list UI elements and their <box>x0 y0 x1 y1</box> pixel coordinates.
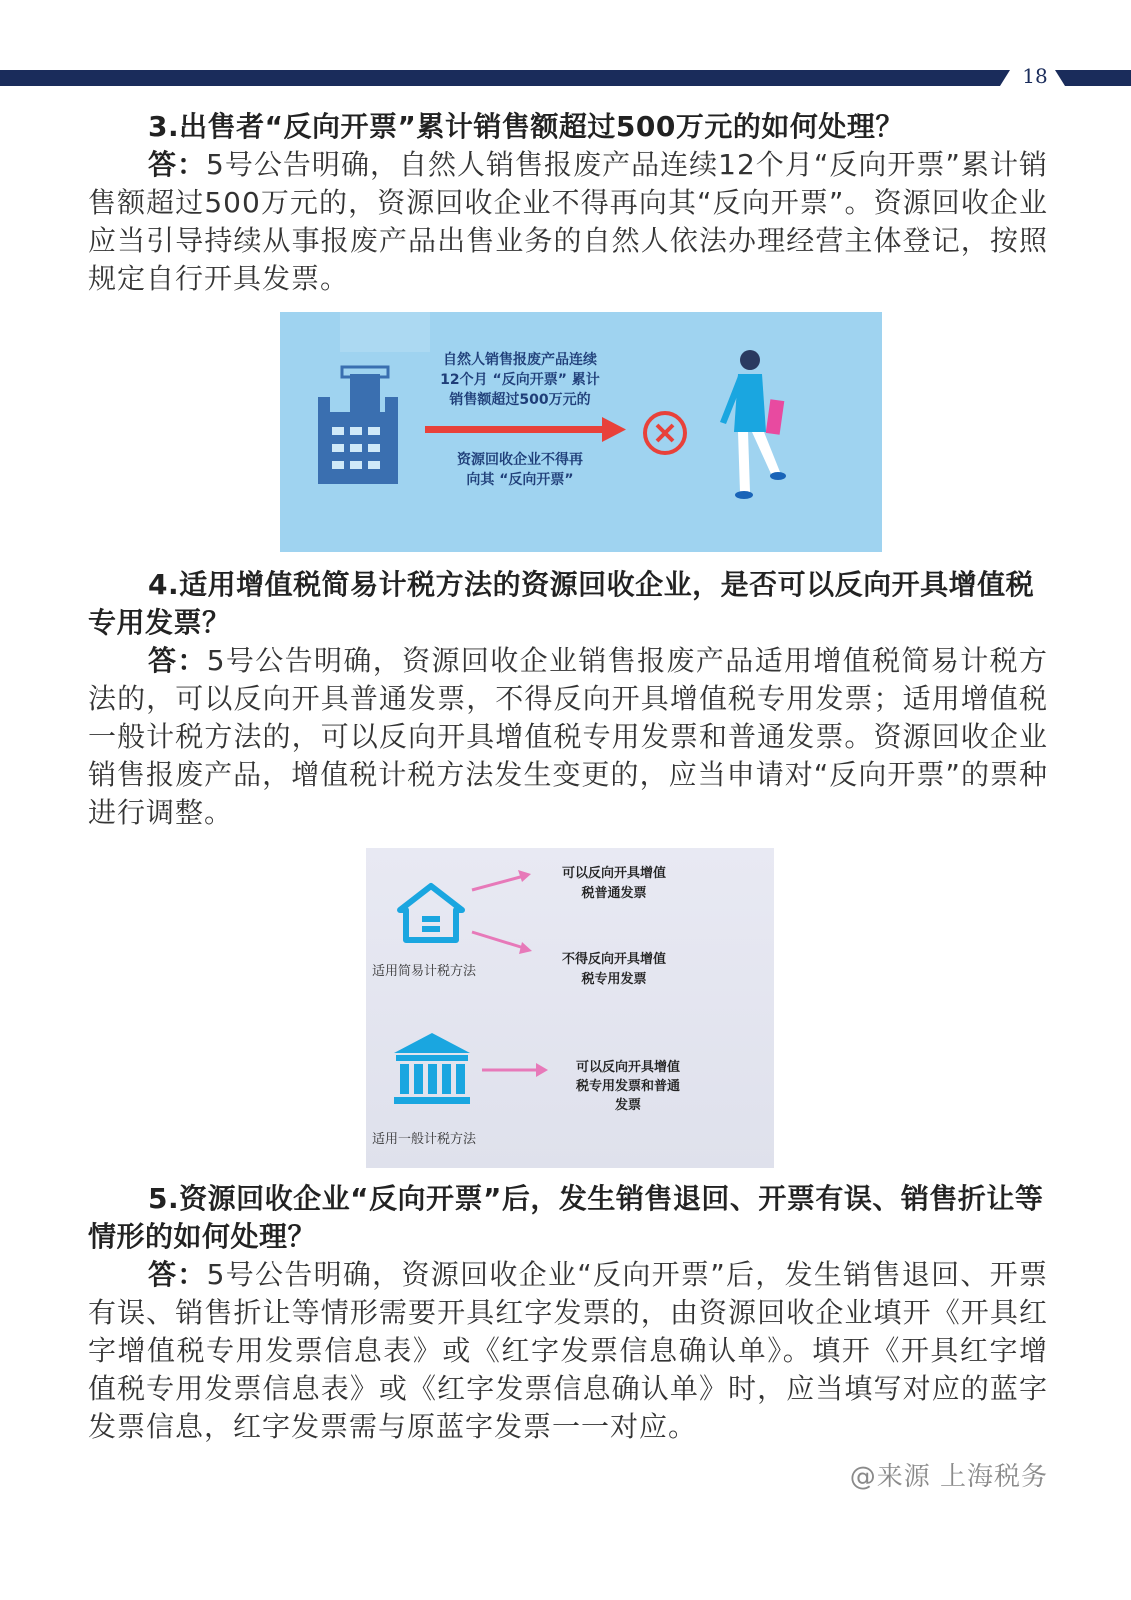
house-icon <box>400 886 462 940</box>
cash-register-icon <box>318 367 398 484</box>
question-3: 3.出售者“反向开票”累计销售额超过500万元的如何处理？ <box>148 110 904 143</box>
figure-reverse-invoice-limit <box>280 312 882 552</box>
figure-2-text-line: 发票 <box>614 1098 641 1113</box>
main-content <box>88 108 1048 1493</box>
answer-3 <box>88 146 1048 298</box>
figure-2-text-line: 税专用发票和普通 <box>575 1079 680 1094</box>
arrow-icons <box>472 870 548 1077</box>
answer-lead: 答： <box>148 644 207 677</box>
header-bar <box>0 70 1131 86</box>
figure-2-text-line: 税专用发票 <box>581 972 647 987</box>
question-5: 5.资源回收企业“反向开票”后，发生销售退回、开票有误、销售折让等情形的如何处理？ <box>88 1182 1044 1253</box>
answer-5-text: 5号公告明确，资源回收企业“反向开票”后，发生销售退回、开票有误、销售折让等情形需要开具红字发票的，由资源回收企业填开《开具红字增值税专用发票信息表》或《红字发票信息确认单》。填开《开具红字增值税专用发票信息表》或《红字发票信息确认单》时，应当填写对应的蓝字发票信息，红字发票需与原蓝字发票一一对应。 <box>88 1258 1048 1443</box>
figure-1-text-line: 向其 “反向开票” <box>466 472 574 488</box>
simple-result-2 <box>544 950 684 990</box>
figure-2-text-line: 可以反向开具增值 <box>561 866 666 881</box>
simple-result-1 <box>544 864 684 904</box>
figure-2-text-line: 可以反向开具增值 <box>575 1060 680 1075</box>
figure-tax-method-comparison <box>366 848 774 1168</box>
prohibited-icon <box>645 413 685 453</box>
general-method-label: 适用一般计税方法 <box>372 1132 477 1147</box>
right-arrow-icon <box>425 417 626 442</box>
figure-1-condition-text <box>420 350 620 410</box>
general-result <box>558 1058 698 1115</box>
figure-1-result-text <box>430 450 610 490</box>
figure-2-text-line: 不得反向开具增值 <box>561 952 666 967</box>
walking-person-icon <box>720 350 786 499</box>
answer-5 <box>88 1256 1048 1446</box>
figure-2-text-line: 税普通发票 <box>581 886 647 901</box>
page-number: 18 <box>1022 64 1048 88</box>
figure-1-text-line: 资源回收企业不得再 <box>457 452 583 468</box>
answer-3-text: 5号公告明确，自然人销售报废产品连续12个月“反向开票”累计销售额超过500万元的，资源回收企业不得再向其“反向开票”。资源回收企业应当引导持续从事报废产品出售业务的自然人依法办理经营主体登记，按照规定自行开具发票。 <box>88 148 1048 295</box>
answer-lead: 答： <box>148 1258 207 1291</box>
figure-1-text-line: 12个月 “反向开票” 累计 <box>440 372 600 388</box>
figure-1-text-line: 销售额超过500万元的 <box>449 392 591 408</box>
answer-4-text: 5号公告明确，资源回收企业销售报废产品适用增值税简易计税方法的，可以反向开具普通发票，不得反向开具增值税专用发票；适用增值税一般计税方法的，可以反向开具增值税专用发票和普通发票。资源回收企业销售报废产品，增值税计税方法发生变更的，应当申请对“反向开票”的票种进行调整。 <box>88 644 1048 829</box>
source-credit: @来源 上海税务 <box>849 1462 1048 1492</box>
answer-lead: 答： <box>148 148 207 181</box>
answer-4 <box>88 642 1048 832</box>
bank-icon <box>394 1033 470 1104</box>
figure-1-text-line: 自然人销售报废产品连续 <box>443 352 597 368</box>
simple-method-label: 适用简易计税方法 <box>372 964 477 979</box>
figure-1-graphics <box>280 312 882 552</box>
question-4: 4.适用增值税简易计税方法的资源回收企业，是否可以反向开具增值税专用发票？ <box>88 568 1035 639</box>
